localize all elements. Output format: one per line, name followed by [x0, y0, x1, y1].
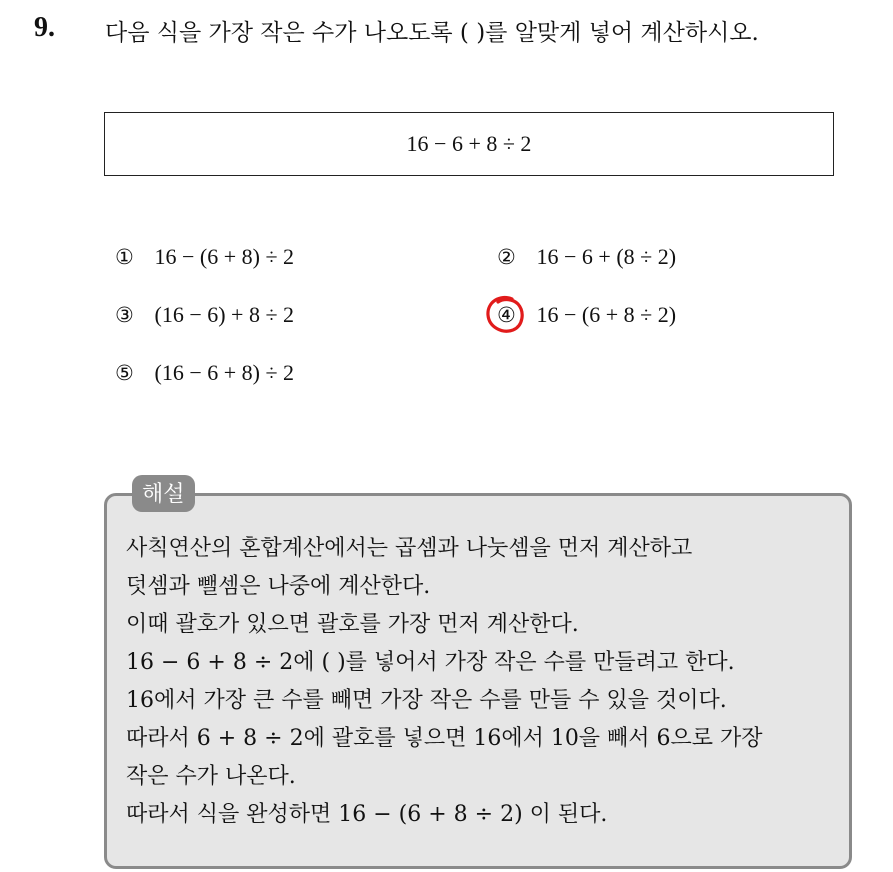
choice-4-number: ④ [497, 303, 516, 327]
choice-5-expression: (16 − 6 + 8) ÷ 2 [154, 360, 295, 385]
choice-2-number: ② [497, 245, 516, 269]
solution-label: 해설 [132, 475, 195, 512]
solution-line: 이때 괄호가 있으면 괄호를 가장 먼저 계산한다. [126, 612, 579, 637]
solution-line: 16 − 6 + 8 ÷ 2에 ( )를 넣어서 가장 작은 수를 만들려고 한다. [126, 650, 735, 675]
solution-line: 사칙연산의 혼합계산에서는 곱셈과 나눗셈을 먼저 계산하고 [126, 536, 693, 561]
answer-circle-mark [482, 292, 528, 338]
solution-text [126, 530, 842, 834]
question-text: 다음 식을 가장 작은 수가 나오도록 ( )를 알맞게 넣어 계산하시오. [105, 20, 759, 46]
question-number: 9. [34, 12, 55, 43]
solution-line: 덧셈과 뺄셈은 나중에 계산한다. [126, 574, 431, 599]
solution-line: 따라서 식을 완성하면 16 − (6 + 8 ÷ 2) 이 된다. [126, 802, 608, 827]
choice-4-expression: 16 − (6 + 8 ÷ 2) [536, 302, 677, 327]
choice-1-expression: 16 − (6 + 8) ÷ 2 [154, 244, 295, 269]
solution-line: 작은 수가 나온다. [126, 764, 296, 789]
choice-2[interactable] [497, 244, 676, 270]
choice-1-number: ① [115, 245, 134, 269]
solution-line: 따라서 6 + 8 ÷ 2에 괄호를 넣으면 16에서 10을 빼서 6으로 가장 [126, 726, 763, 751]
choice-3-number: ③ [115, 303, 134, 327]
solution-line: 16에서 가장 큰 수를 빼면 가장 작은 수를 만들 수 있을 것이다. [126, 688, 727, 713]
choice-3-expression: (16 − 6) + 8 ÷ 2 [154, 302, 295, 327]
choice-1[interactable] [115, 244, 294, 270]
choice-2-expression: 16 − 6 + (8 ÷ 2) [536, 244, 677, 269]
expression-box [104, 112, 834, 176]
expression-text: 16 − 6 + 8 ÷ 2 [406, 131, 532, 156]
choice-5-number: ⑤ [115, 361, 134, 385]
choice-3[interactable] [115, 302, 294, 328]
choice-5[interactable] [115, 360, 294, 386]
